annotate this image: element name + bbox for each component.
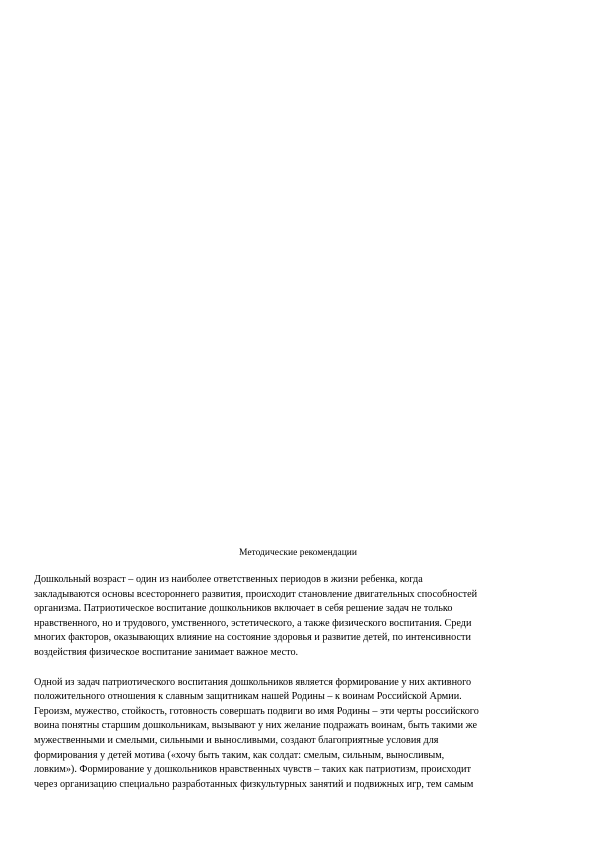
- document-title: Методические рекомендации: [239, 548, 357, 558]
- paragraph-line: воздействия физическое воспитание занимает важное место.: [34, 646, 299, 658]
- paragraph-line: Героизм, мужество, стойкость, готовность совершать подвиги во имя Родины – эти черты российского: [34, 705, 479, 717]
- paragraph-line: Одной из задач патриотического воспитания дошкольников является формирование у них активного: [34, 676, 472, 688]
- paragraph-1: [34, 573, 562, 661]
- paragraph-line: формирования у детей мотива («хочу быть таким, как солдат: смелым, сильным, выносливым,: [34, 749, 445, 761]
- paragraph-line: нравственного, но и трудового, умственного, эстетического, а также физического воспитания. Среди: [34, 617, 472, 629]
- paragraph-line: воина понятны старшим дошкольникам, вызывают у них желание подражать воинам, быть такими же: [34, 720, 478, 732]
- paragraph-line: Дошкольный возраст – один из наиболее ответственных периодов в жизни ребенка, когда: [34, 574, 423, 585]
- document-content: [34, 546, 562, 792]
- paragraph-line: ловким»). Формирование у дошкольников нравственных чувств – таких как патриотизм, происходит: [34, 764, 471, 776]
- paragraph-line: многих факторов, оказывающих влияние на состояние здоровья и развитие детей, по интенсивности: [34, 632, 471, 644]
- paragraph-line: организма. Патриотическое воспитание дошкольников включает в себя решение задач не только: [34, 603, 453, 615]
- paragraph-line: закладываются основы всестороннего развития, происходит становление двигательных способностей: [34, 588, 478, 600]
- paragraph-line: мужественными и смелыми, сильными и выносливыми, создают благоприятные условия для: [34, 734, 439, 746]
- paragraph-2: [34, 676, 562, 793]
- paragraph-line: через организацию специально разработанных физкультурных занятий и подвижных игр, тем самым: [34, 778, 474, 790]
- paragraph-line: положительного отношения к славным защитникам нашей Родины – к воинам Российской Армии.: [34, 691, 462, 703]
